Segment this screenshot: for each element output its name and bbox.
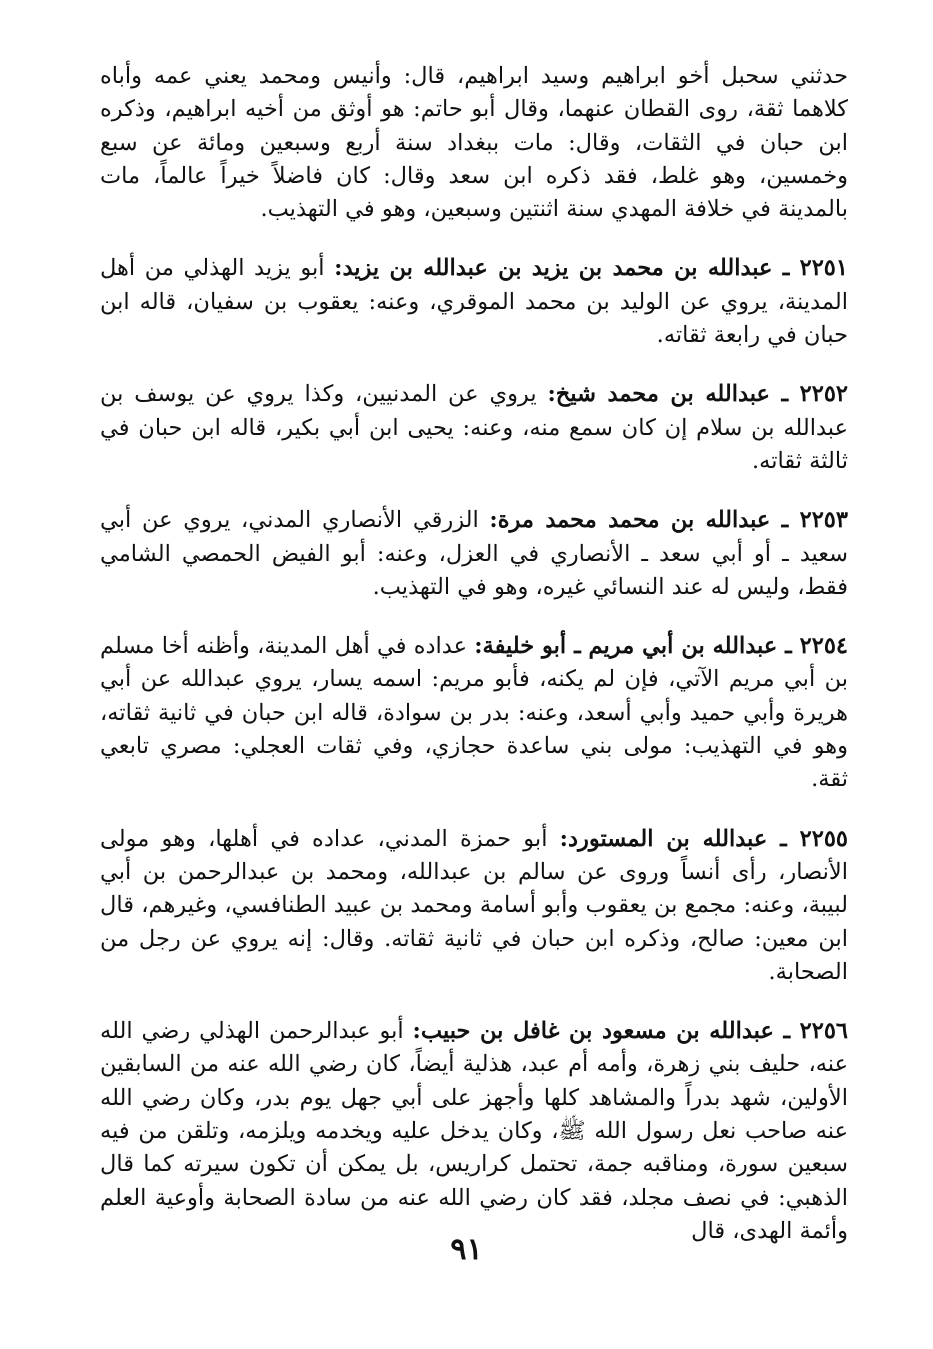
- entry-heading: ٢٢٥٣ ـ عبدالله بن محمد محمد مرة:: [489, 507, 848, 534]
- entry-2254: [100, 630, 848, 796]
- entry-text: أبو حمزة المدني، عداده في أهلها، وهو مولى الأنصار، رأى أنساً وروى عن سالم بن عبدالله، ومحمد بن عبدالرحمن بن أبي لبيبة، وعنه: مجمع بن يعقوب وأبو أسامة ومحمد بن عبيد الطنافسي، وغيرهم، قال ابن معين: صالح، وذكره ابن حبان في ثانية ثقاته. وقال: إنه يروي عن رجل من الصحابة.: [100, 825, 848, 985]
- entry-2252: [100, 378, 848, 478]
- entry-2255: [100, 823, 848, 989]
- entry-text: عداده في أهل المدينة، وأظنه أخا مسلم بن أبي مريم الآتي، فإن لم يكنه، فأبو مريم: اسمه يسار، يروي عبدالله عن أبي هريرة وأبي حميد وأبي أسعد، وعنه: بدر بن سوادة، قاله ابن حبان في ثانية ثقاته، وهو في التهذيب: مولى بني ساعدة حجازي، وفي ثقات العجلي: مصري تابعي ثقة.: [100, 633, 848, 793]
- entry-heading: ٢٢٥٤ ـ عبدالله بن أبي مريم ـ أبو خليفة:: [474, 633, 848, 660]
- intro-paragraph: حدثني سحبل أخو ابراهيم وسيد ابراهيم، قال: وأنيس ومحمد يعني عمه وأباه كلاهما ثقة، روى القطان عنهما، وقال أبو حاتم: هو أوثق من أخيه ابراهيم، وذكره ابن حبان في الثقات، وقال: مات ببغداد سنة أربع وسبعين ومائة عن سبع وخمسين، وهو غلط، فقد ذكره ابن سعد وقال: كان فاضلاً خيراً عالماً، مات بالمدينة في خلافة المهدي سنة اثنتين وسبعين، وهو في التهذيب.: [100, 63, 848, 223]
- entry-text: يروي عن المدنيين، وكذا يروي عن يوسف بن عبدالله بن سلام إن كان سمع منه، وعنه: يحيى ابن أبي بكير، قاله ابن حبان في ثالثة ثقاته.: [100, 381, 848, 474]
- page-number: ٩١: [450, 1232, 483, 1267]
- entry-text: أبو عبدالرحمن الهذلي رضي الله عنه، حليف بني زهرة، وأمه أم عبد، هذلية أيضاً، كان رضي الله عنه من السابقين الأولين، شهد بدراً والمشاهد كلها وأجهز على أبي جهل يوم بدر، وكان رضي الله عنه صاحب نعل رسول الله ﷺ، وكان يدخل عليه ويخدمه ويلزمه، وتلقن من فيه سبعين سورة، ومناقبه جمة، تحتمل كراريس، بل يمكن أن تكون سيرته كما قال الذهبي: في نصف مجلد، فقد كان رضي الله عنه من سادة الصحابة وأوعية العلم وأئمة الهدى، قال: [100, 1018, 848, 1244]
- entry-2251: [100, 252, 848, 352]
- page-body: [100, 60, 848, 1248]
- entry-text: أبو يزيد الهذلي من أهل المدينة، يروي عن الوليد بن محمد الموقري، وعنه: يعقوب بن سفيان، قاله ابن حبان في رابعة ثقاته.: [100, 255, 848, 349]
- entry-text: الزرقي الأنصاري المدني، يروي عن أبي سعيد ـ أو أبي سعد ـ الأنصاري في العزل، وعنه: أبو الفيض الحمصي الشامي فقط، وليس له عند النسائي غيره، وهو في التهذيب.: [100, 507, 849, 600]
- entry-2253: [100, 504, 848, 604]
- entry-heading: ٢٢٥١ ـ عبدالله بن محمد بن يزيد بن عبدالله بن يزيد:: [334, 255, 848, 282]
- entry-heading: ٢٢٥٥ ـ عبدالله بن المستورد:: [559, 825, 848, 852]
- entry-heading: ٢٢٥٦ ـ عبدالله بن مسعود بن غافل بن حبيب:: [412, 1018, 848, 1045]
- entry-heading: ٢٢٥٢ ـ عبدالله بن محمد شيخ:: [547, 381, 848, 408]
- entry-2256: [100, 1015, 848, 1248]
